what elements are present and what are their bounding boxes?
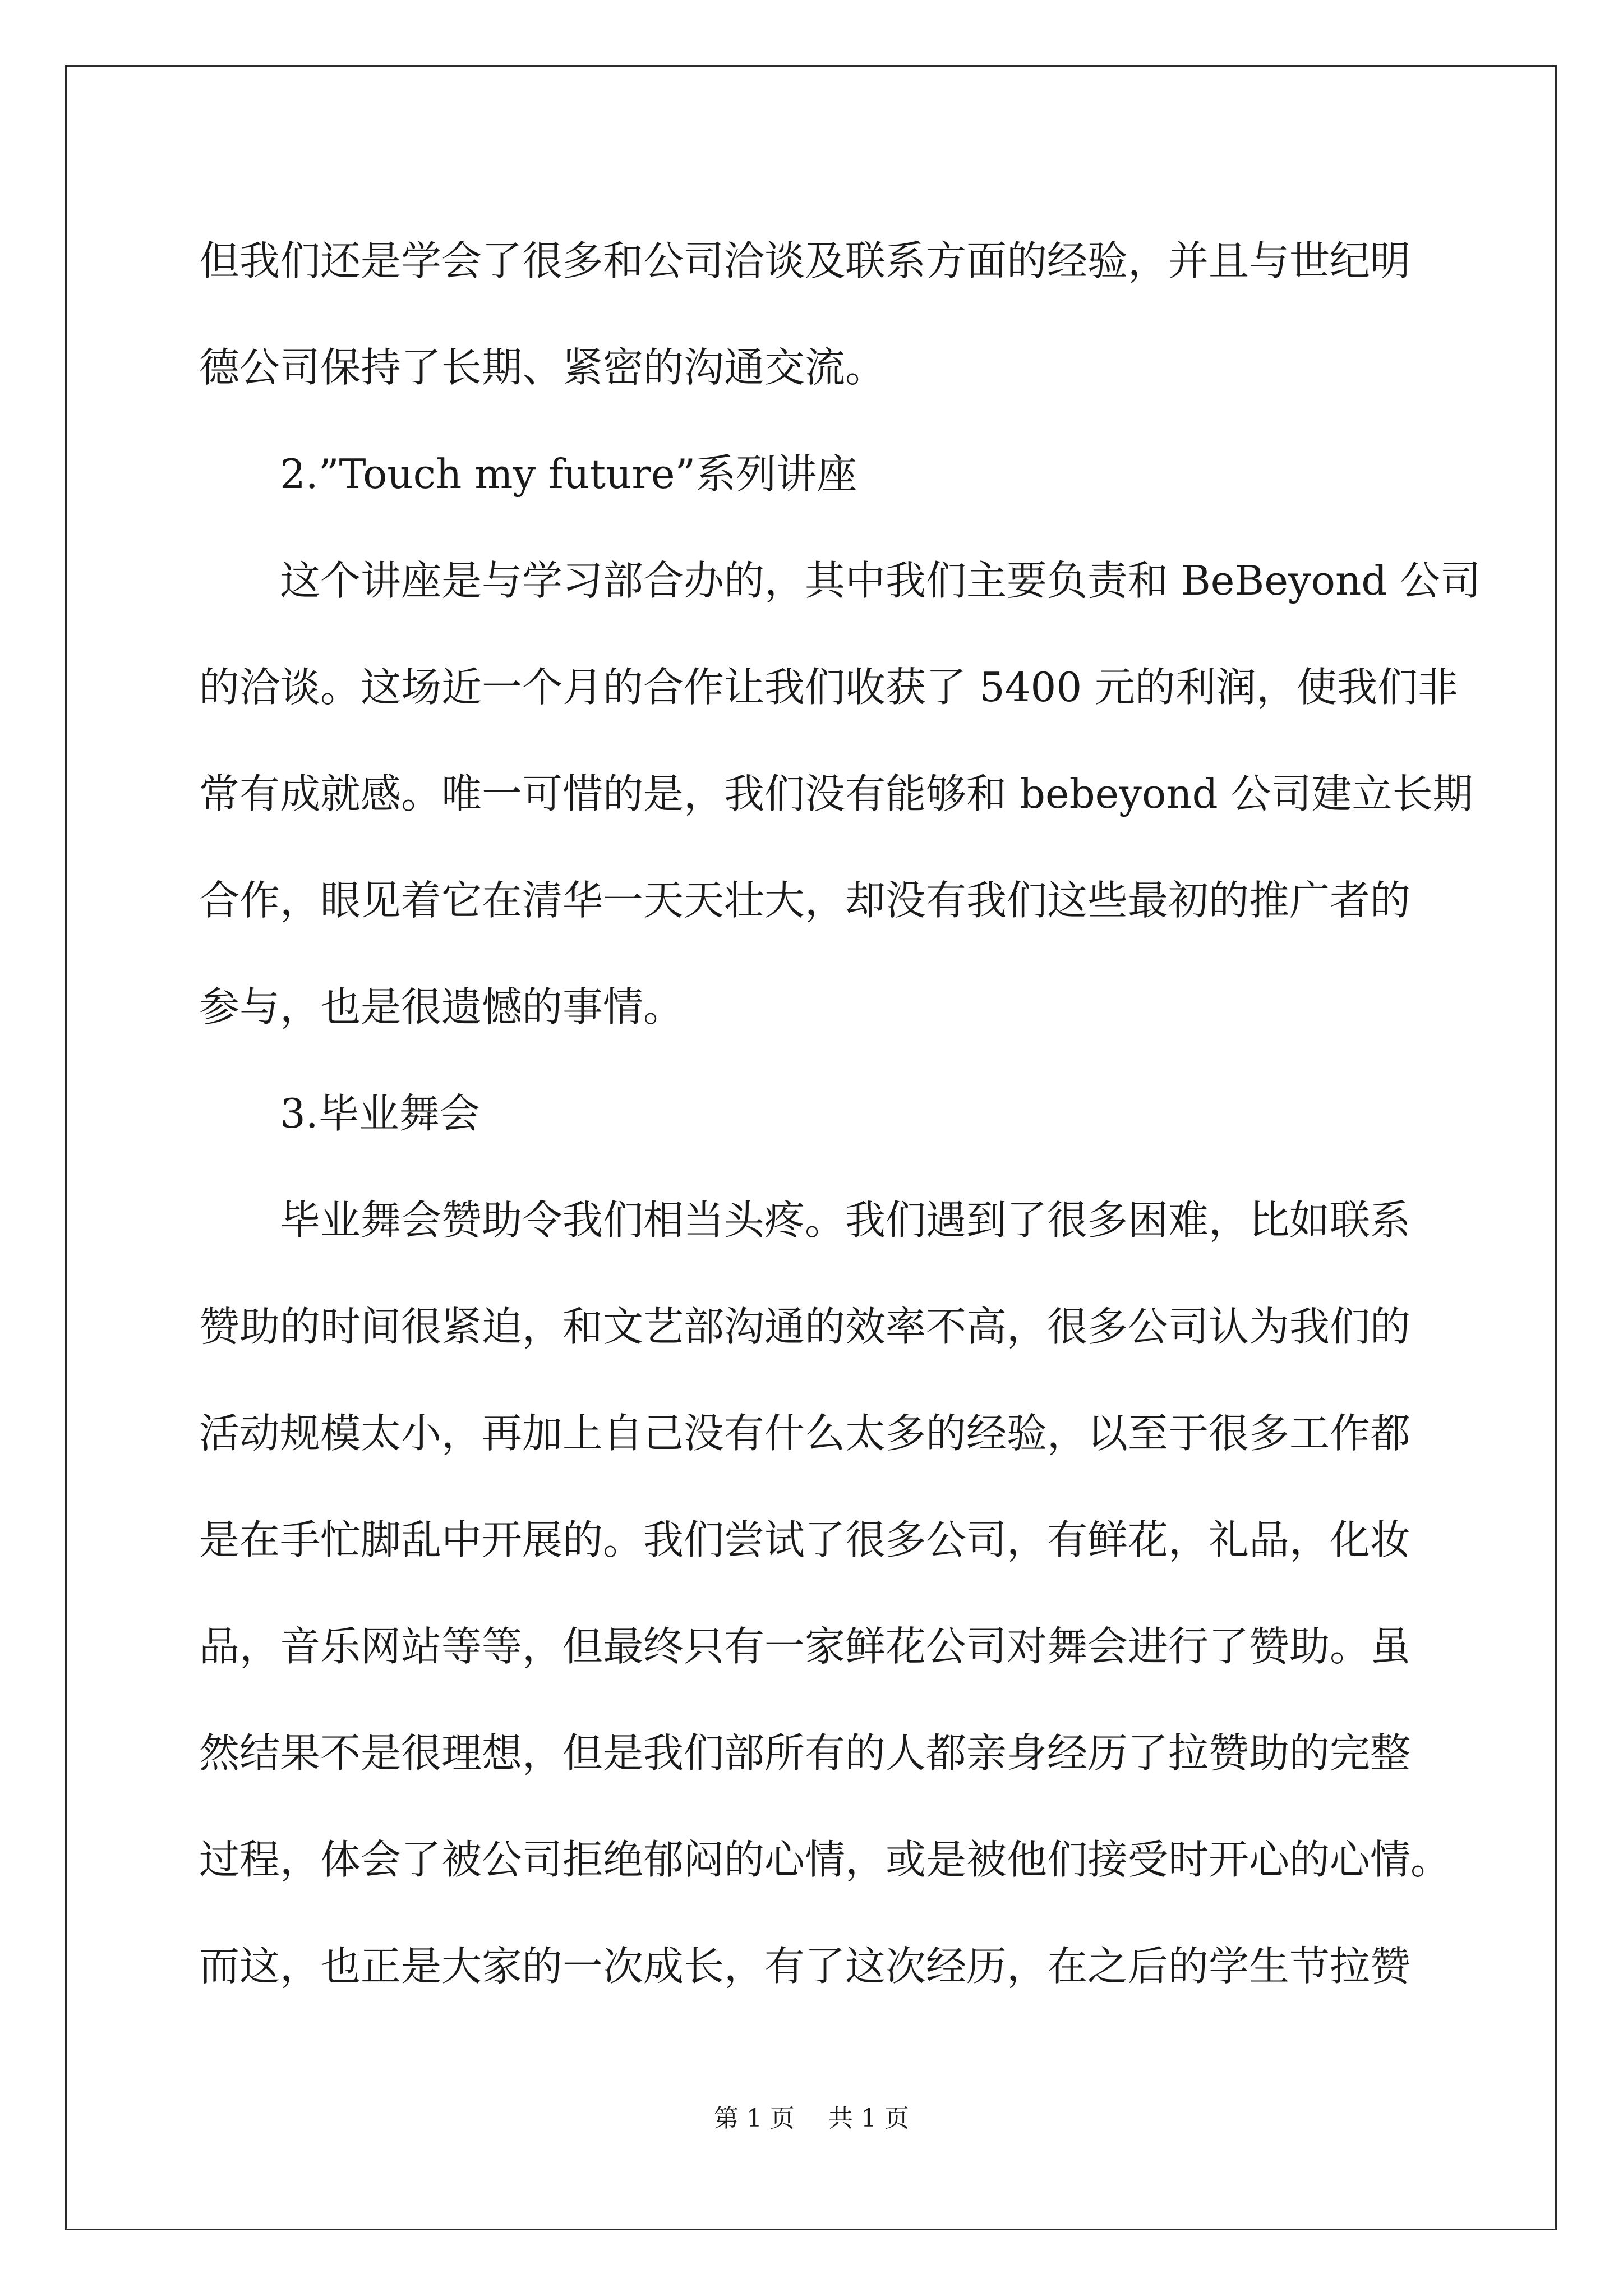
page-number: 第 1 页: [714, 2104, 795, 2133]
text-line: 然结果不是很理想，但是我们部所有的人都亲身经历了拉赞助的完整: [199, 1729, 1411, 1777]
total-pages: 共 1 页: [828, 2104, 909, 2133]
document-body: [199, 208, 1481, 2019]
section-heading-touch-my-future: 2.”Touch my future”系列讲座: [280, 450, 857, 498]
section-heading-graduation-dance: 3.毕业舞会: [280, 1090, 480, 1137]
text-line: 是在手忙脚乱中开展的。我们尝试了很多公司，有鲜花，礼品，化妆: [199, 1516, 1411, 1563]
text-line: 但我们还是学会了很多和公司洽谈及联系方面的经验，并且与世纪明: [199, 237, 1411, 284]
text-line: 的洽谈。这场近一个月的合作让我们收获了 5400 元的利润，使我们非: [199, 664, 1459, 711]
text-line: 赞助的时间很紧迫，和文艺部沟通的效率不高，很多公司认为我们的: [199, 1303, 1411, 1350]
text-line: 合作，眼见着它在清华一天天壮大，却没有我们这些最初的推广者的: [199, 877, 1411, 924]
text-line: 活动规模太小，再加上自己没有什么太多的经验，以至于很多工作都: [199, 1410, 1411, 1457]
text-line: 而这，也正是大家的一次成长，有了这次经历，在之后的学生节拉赞: [199, 1943, 1411, 1990]
page-footer: [0, 2098, 1623, 2134]
text-line: 参与，也是很遗憾的事情。: [199, 983, 684, 1030]
text-line: 品，音乐网站等等，但最终只有一家鲜花公司对舞会进行了赞助。虽: [199, 1623, 1411, 1670]
text-line: 这个讲座是与学习部合办的，其中我们主要负责和 BeBeyond 公司: [280, 557, 1481, 604]
text-line: 毕业舞会赞助令我们相当头疼。我们遇到了很多困难，比如联系: [280, 1197, 1411, 1244]
text-line: 过程，体会了被公司拒绝郁闷的心情，或是被他们接受时开心的心情。: [199, 1836, 1451, 1883]
text-line: 常有成就感。唯一可惜的是，我们没有能够和 bebeyond 公司建立长期: [199, 770, 1473, 817]
text-line: 德公司保持了长期、紧密的沟通交流。: [199, 344, 886, 391]
